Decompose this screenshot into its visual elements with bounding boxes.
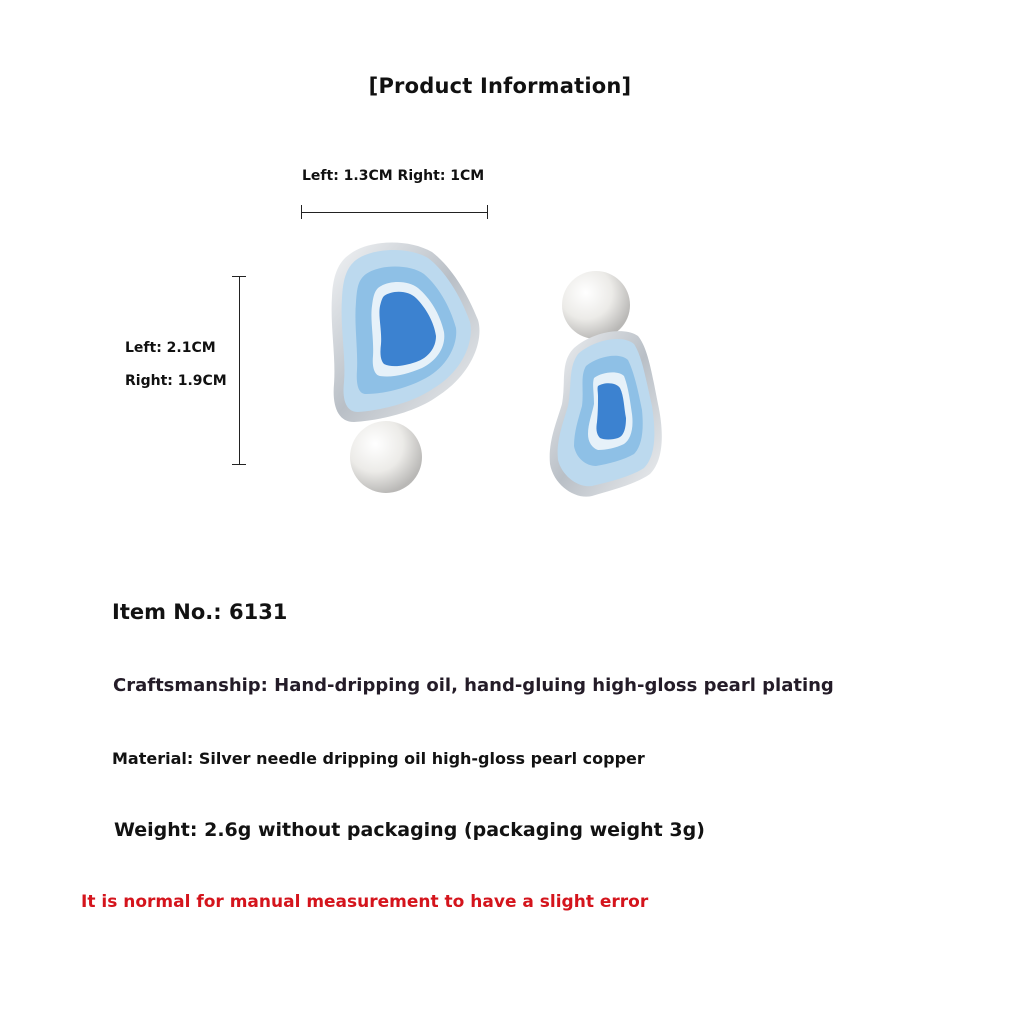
right-earring-enamel-piece xyxy=(550,331,662,497)
right-earring-pearl xyxy=(562,271,630,339)
height-dimension-tick-bottom xyxy=(232,464,246,465)
weight-text: Weight: 2.6g without packaging (packaging weight 3g) xyxy=(114,819,705,841)
width-dimension-label: Left: 1.3CM Right: 1CM xyxy=(302,168,485,184)
width-dimension-tick-left xyxy=(301,205,302,219)
width-dimension-line xyxy=(301,212,488,213)
left-earring-image xyxy=(320,236,495,496)
right-earring-image xyxy=(540,264,675,504)
height-dimension-line xyxy=(239,276,240,465)
measurement-error-note: It is normal for manual measurement to have a slight error xyxy=(81,892,649,912)
height-dimension-label-left: Left: 2.1CM xyxy=(125,340,216,356)
item-number: Item No.: 6131 xyxy=(112,600,288,624)
height-dimension-label-right: Right: 1.9CM xyxy=(125,373,227,389)
page-title: [Product Information] xyxy=(368,74,632,98)
material-text: Material: Silver needle dripping oil high-gloss pearl copper xyxy=(112,749,645,768)
craftsmanship-text: Craftsmanship: Hand-dripping oil, hand-gluing high-gloss pearl plating xyxy=(113,675,834,696)
left-earring-pearl xyxy=(350,421,422,493)
width-dimension-tick-right xyxy=(487,205,488,219)
left-earring-enamel-piece xyxy=(332,242,480,422)
height-dimension-tick-top xyxy=(232,276,246,277)
